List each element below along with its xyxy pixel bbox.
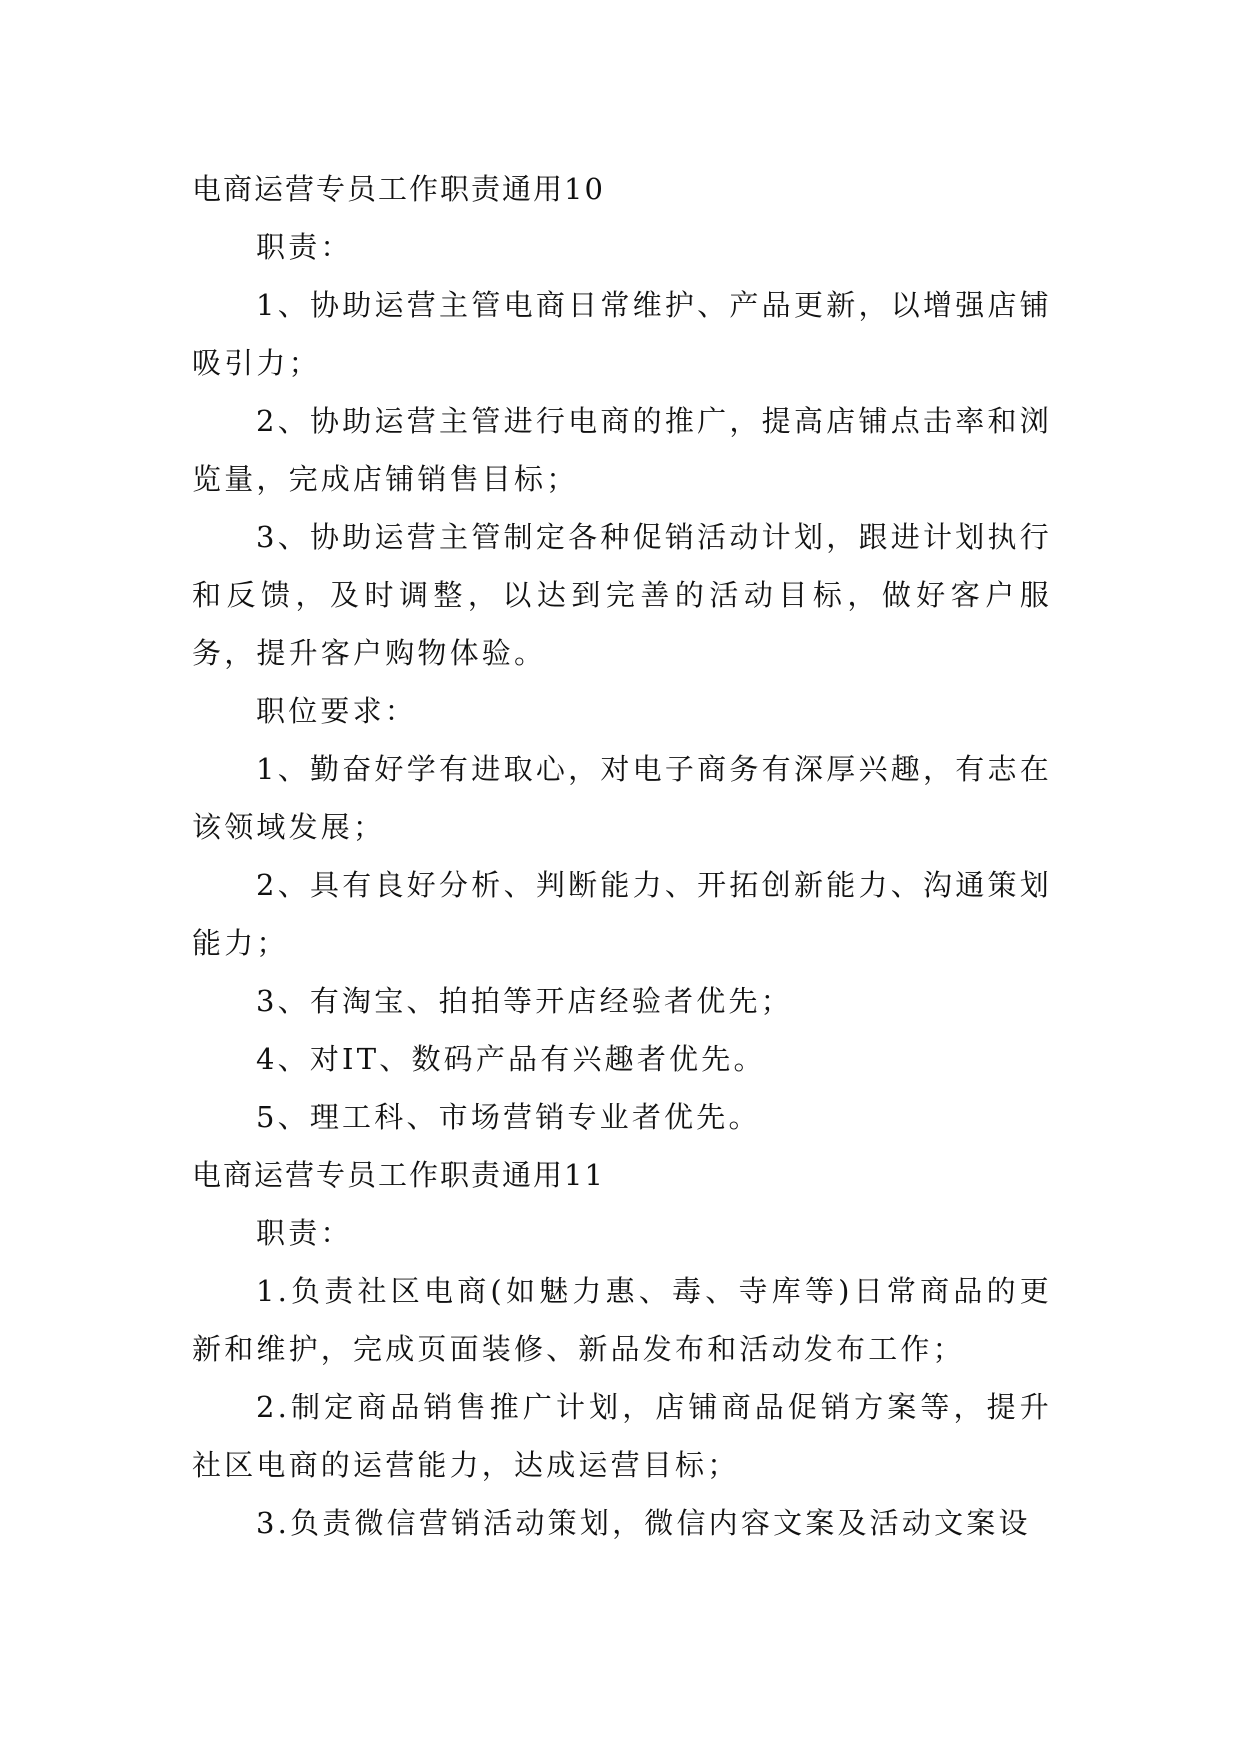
- duty-item: 1、协助运营主管电商日常维护、产品更新，以增强店铺吸引力；: [192, 288, 1052, 380]
- duties-label: 职责：: [256, 1216, 353, 1250]
- requirement-item: 2、具有良好分析、判断能力、开拓创新能力、沟通策划能力；: [192, 868, 1052, 960]
- duty-item: 2.制定商品销售推广计划，店铺商品促销方案等，提升社区电商的运营能力，达成运营目标；: [192, 1390, 1052, 1482]
- duty-item: 3.负责微信营销活动策划，微信内容文案及活动文案设: [256, 1506, 1031, 1540]
- duties-label: 职责：: [256, 230, 353, 264]
- section-title: 电商运营专员工作职责通用11: [192, 1158, 605, 1192]
- duty-item: 2、协助运营主管进行电商的推广，提高店铺点击率和浏览量，完成店铺销售目标；: [192, 404, 1052, 496]
- section-title: 电商运营专员工作职责通用10: [192, 172, 605, 206]
- requirement-item: 4、对IT、数码产品有兴趣者优先。: [256, 1042, 766, 1076]
- duty-item: 3、协助运营主管制定各种促销活动计划，跟进计划执行和反馈，及时调整，以达到完善的活动目标，做好客户服务，提升客户购物体验。: [192, 520, 1052, 670]
- requirement-item: 1、勤奋好学有进取心，对电子商务有深厚兴趣，有志在该领域发展；: [192, 752, 1052, 844]
- duty-item: 1.负责社区电商(如魅力惠、毒、寺库等)日常商品的更新和维护，完成页面装修、新品发布和活动发布工作；: [192, 1274, 1052, 1366]
- requirement-item: 5、理工科、市场营销专业者优先。: [256, 1100, 761, 1134]
- requirement-item: 3、有淘宝、拍拍等开店经验者优先；: [256, 984, 793, 1018]
- requirements-label: 职位要求：: [256, 694, 418, 728]
- document-page: [192, 160, 1052, 1552]
